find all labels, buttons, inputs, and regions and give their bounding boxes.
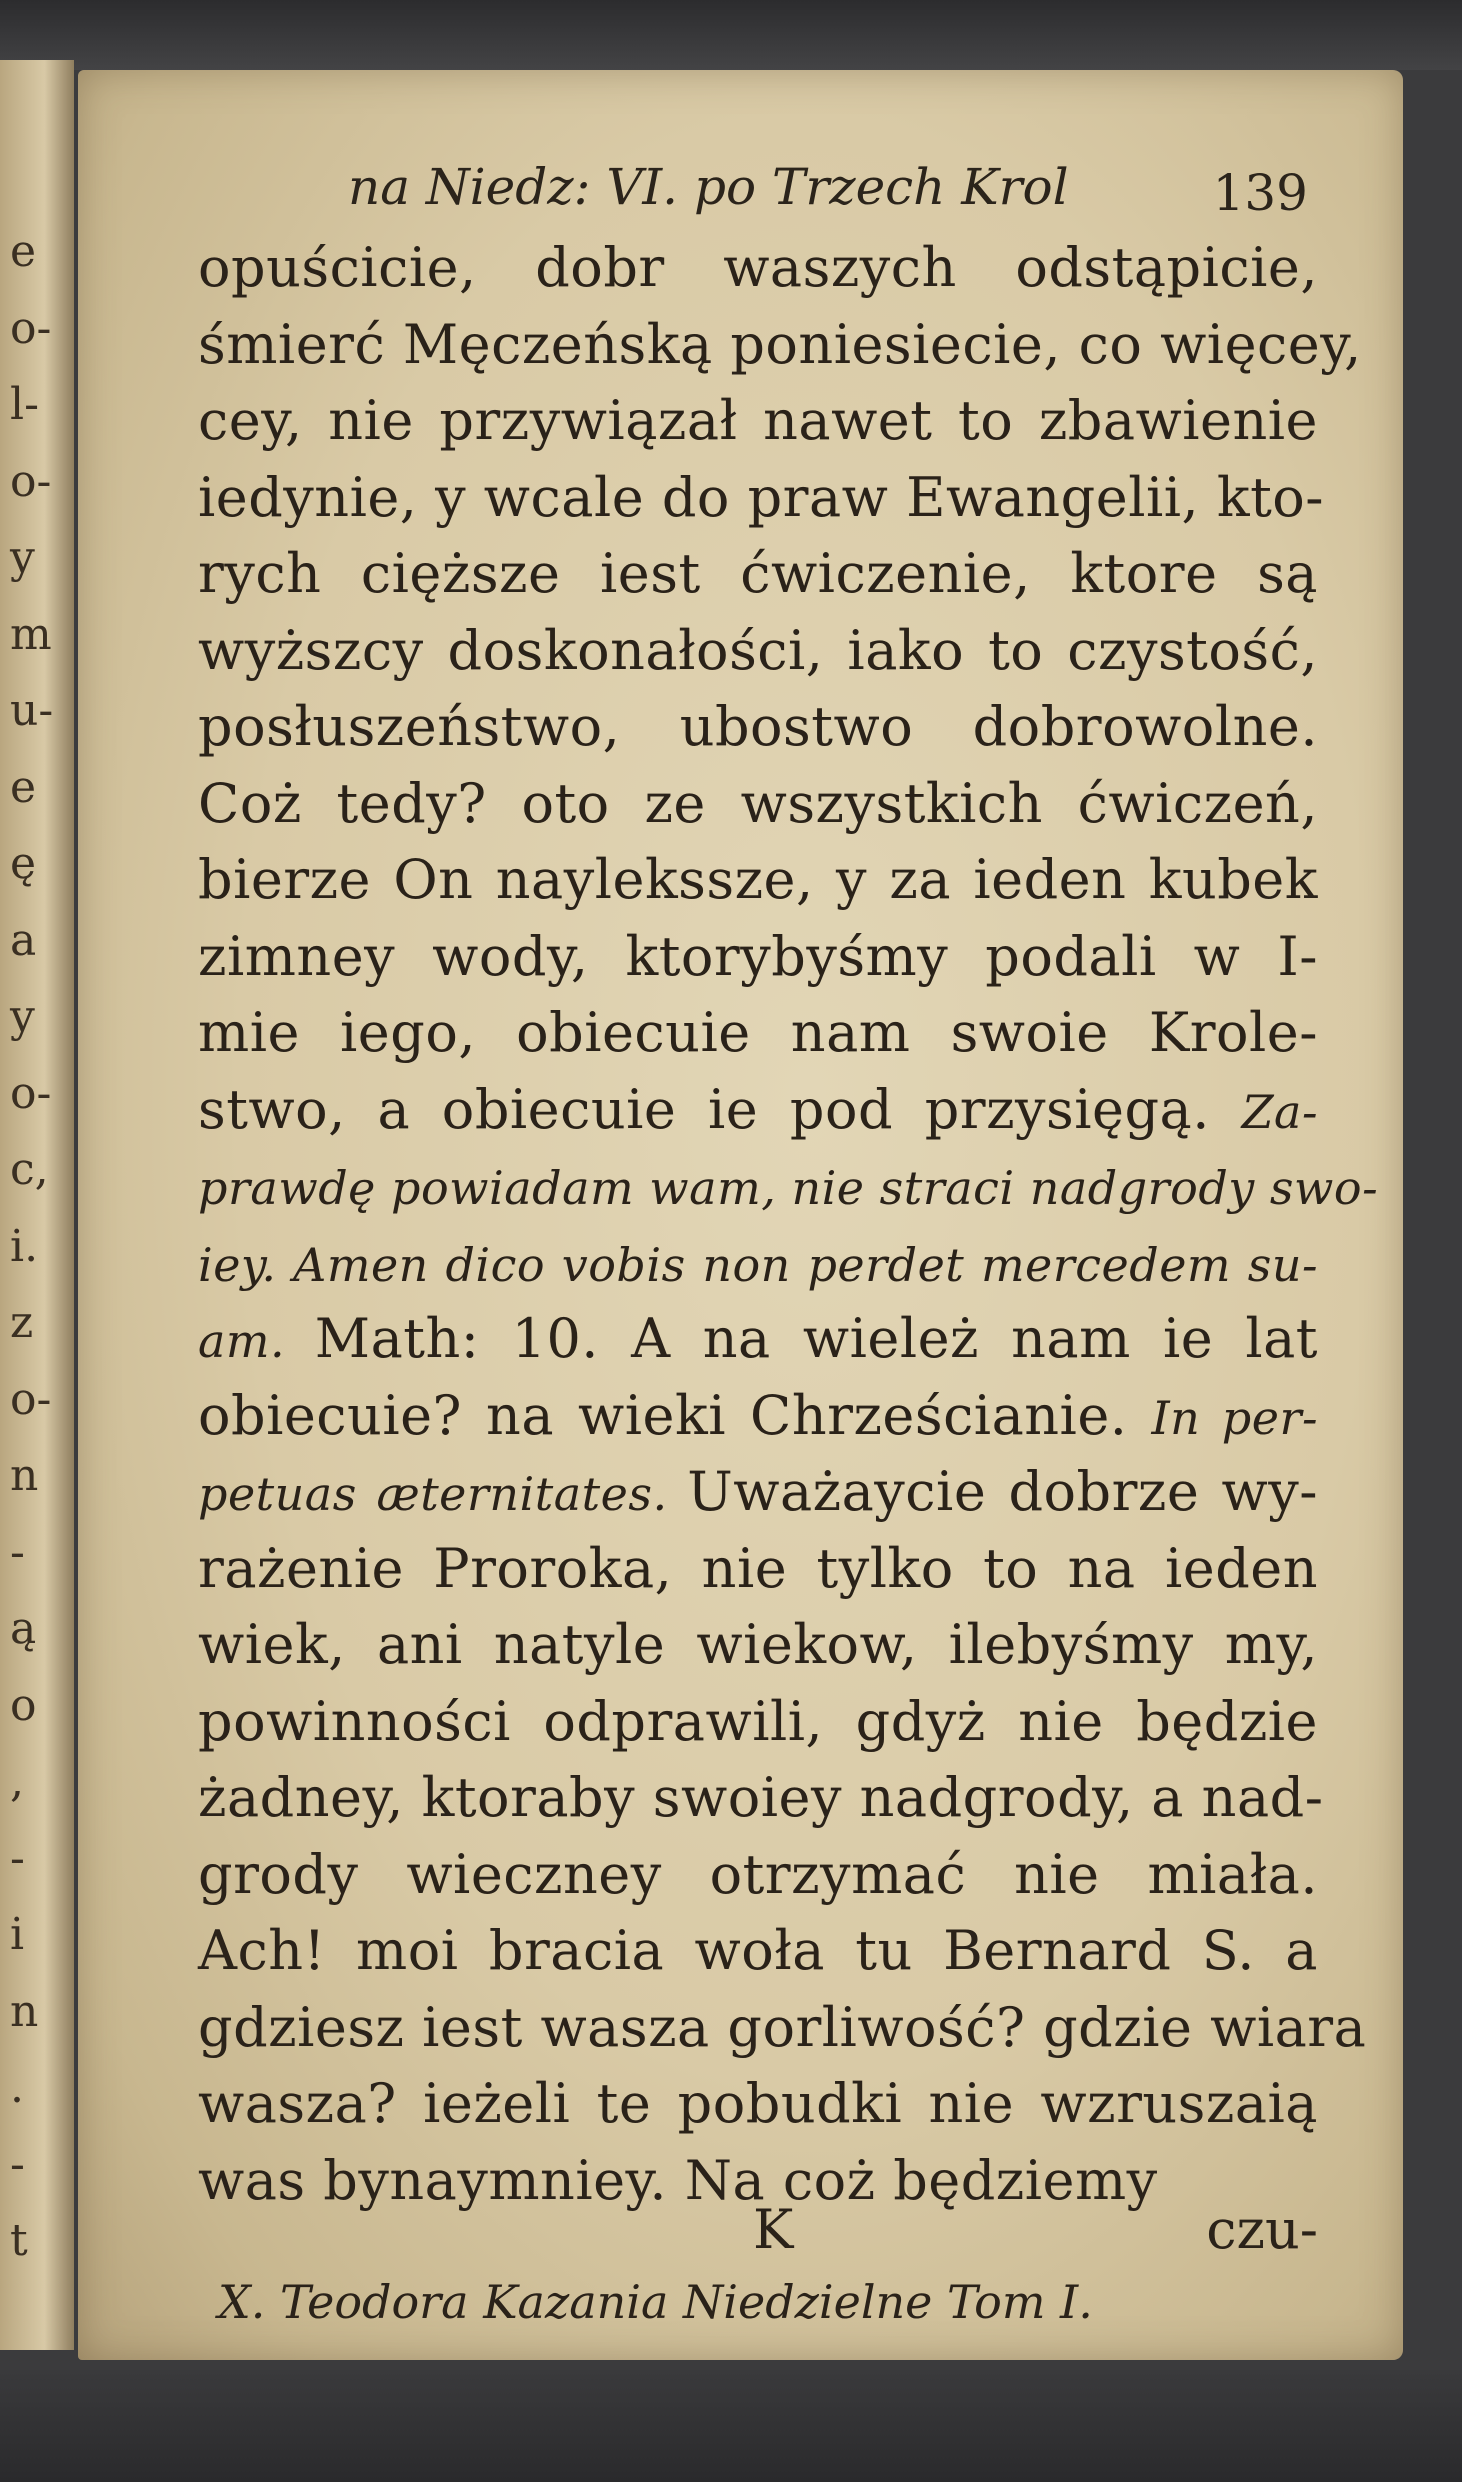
text-line	[198, 2066, 1318, 2143]
text-line	[198, 1913, 1318, 1990]
facing-page-fragment: t	[10, 2215, 28, 2266]
facing-page-fragment: o-	[10, 455, 52, 507]
text-segment: wyższcy doskonałości, iako to czystość,	[198, 618, 1318, 682]
italic-text-segment: am.	[198, 1314, 315, 1368]
facing-page-fragment: a	[10, 914, 37, 966]
text-segment: Coż tedy? oto ze wszystkich ćwiczeń,	[198, 771, 1318, 835]
text-segment: obiecuie? na wieki Chrześcianie.	[198, 1383, 1152, 1447]
running-head	[278, 158, 1308, 228]
text-line	[198, 1607, 1318, 1684]
text-segment: stwo, a obiecuie ie pod przysięgą.	[198, 1077, 1242, 1141]
text-line	[198, 1531, 1318, 1608]
facing-page-fragment: y	[10, 991, 35, 1042]
facing-page-fragment: o-	[10, 1373, 52, 1425]
facing-page-fragment: o-	[10, 302, 52, 354]
text-segment: gdziesz iest wasza gorliwość? gdzie wiara	[198, 1995, 1367, 2059]
italic-text-segment: prawdę powiadam wam, nie straci nadgrody swo-	[198, 1161, 1379, 1215]
text-segment: cey, nie przywiązał nawet to zbawienie	[198, 389, 1318, 452]
facing-page-fragment: -	[10, 1832, 25, 1884]
facing-page-fragment: c,	[10, 1144, 49, 1195]
facing-page-edge	[0, 60, 74, 2350]
facing-page-fragment: i	[10, 1909, 25, 1960]
text-line	[198, 995, 1318, 1072]
text-line	[198, 1990, 1367, 2067]
text-segment: śmierć Męczeńską poniesiecie, co więcey,	[198, 312, 1362, 376]
text-line	[198, 919, 1318, 996]
text-line	[198, 383, 1318, 460]
text-segment: wiek, ani natyle wiekow, ilebyśmy my,	[198, 1613, 1318, 1676]
book-page	[78, 70, 1403, 2360]
italic-text-segment: In per-	[1151, 1390, 1318, 1445]
facing-page-fragment: n	[10, 1450, 39, 1501]
facing-page-fragment: ,	[10, 1756, 24, 1807]
text-line	[198, 536, 1318, 613]
facing-page-fragment: z	[10, 1297, 34, 1348]
text-line	[198, 689, 1318, 766]
text-segment: rażenie Proroka, nie tylko to na ieden	[198, 1536, 1318, 1600]
text-line	[198, 766, 1318, 843]
text-segment: rych cięższe iest ćwiczenie, ktore są	[198, 542, 1318, 605]
text-segment: wasza? ieżeli te pobudki nie wzruszaią	[198, 2072, 1318, 2135]
text-line	[198, 1225, 1318, 1302]
text-line	[198, 1148, 1379, 1225]
text-line	[198, 307, 1362, 384]
footer-signature-line: X. Teodora Kazania Niedzielne Tom I.	[218, 2275, 1093, 2329]
text-line	[198, 1301, 1318, 1378]
facing-page-fragment: e	[10, 761, 37, 813]
text-segment: grody wieczney otrzymać nie miała.	[198, 1842, 1318, 1906]
text-segment: mie iego, obiecuie nam swoie Krole-	[198, 1001, 1318, 1064]
text-line	[198, 1760, 1324, 1837]
facing-page-fragment: l-	[10, 379, 39, 430]
facing-page-fragment: .	[10, 2062, 24, 2113]
text-segment: powinności odprawili, gdyż nie będzie	[198, 1689, 1318, 1753]
facing-page-fragment: y	[10, 532, 35, 583]
text-segment: Math: 10. A na wieleż nam ie lat	[314, 1307, 1319, 1370]
text-segment: iedynie, y wcale do praw Ewangelii, kto-	[198, 465, 1325, 529]
italic-text-segment: petuas æternitates.	[198, 1467, 688, 1521]
body-text	[198, 230, 1379, 2219]
catchword: czu-	[1206, 2198, 1318, 2261]
facing-page-fragment: e	[10, 226, 37, 277]
text-segment: was bynaymniey. Na coż będziemy	[198, 2148, 1158, 2212]
text-segment: żadney, ktoraby swoiey nadgrody, a nad-	[198, 1766, 1324, 1829]
text-segment: Ach! moi bracia woła tu Bernard S. a	[198, 1919, 1318, 1982]
text-segment: opuścicie, dobr waszych odstąpicie,	[198, 236, 1318, 299]
facing-page-fragment: o	[10, 1679, 37, 1731]
facing-page-fragment: -	[10, 1526, 25, 1578]
text-line	[198, 1454, 1318, 1531]
facing-page-fragment: i.	[10, 1220, 39, 1272]
text-line	[198, 1378, 1318, 1455]
page-number: 139	[1212, 164, 1308, 222]
facing-page-fragment: m	[10, 608, 52, 660]
facing-page-fragment: -	[10, 2138, 25, 2190]
text-segment: zimney wody, ktorybyśmy podali w I-	[198, 924, 1318, 988]
facing-page-fragment: ą	[10, 1603, 37, 1654]
catch-line	[198, 2198, 1318, 2274]
text-line	[198, 460, 1325, 537]
text-line	[198, 1837, 1318, 1914]
text-line	[198, 1684, 1318, 1761]
italic-text-segment: iey. Amen dico vobis non perdet mercedem su-	[198, 1237, 1318, 1292]
signature-mark: K	[753, 2198, 794, 2261]
facing-page-fragment: o-	[10, 1067, 52, 1119]
scan-background-top	[0, 0, 1462, 70]
text-segment: posłuszeństwo, ubostwo dobrowolne.	[198, 695, 1318, 758]
scan-background-bottom	[0, 2370, 1462, 2482]
text-segment: Uważaycie dobrze wy-	[687, 1460, 1318, 1523]
text-line	[198, 230, 1318, 307]
text-line	[198, 1072, 1318, 1149]
running-title: na Niedz: VI. po Trzech Krol	[348, 158, 1069, 216]
text-line	[198, 842, 1318, 919]
text-line	[198, 613, 1318, 690]
facing-page-fragment: n	[10, 1985, 39, 2037]
italic-text-segment: Za-	[1241, 1084, 1318, 1139]
facing-page-fragment: u-	[10, 685, 54, 736]
text-segment: bierze On naylekssze, y za ieden kubek	[198, 848, 1318, 911]
facing-page-fragment: ę	[10, 838, 37, 889]
